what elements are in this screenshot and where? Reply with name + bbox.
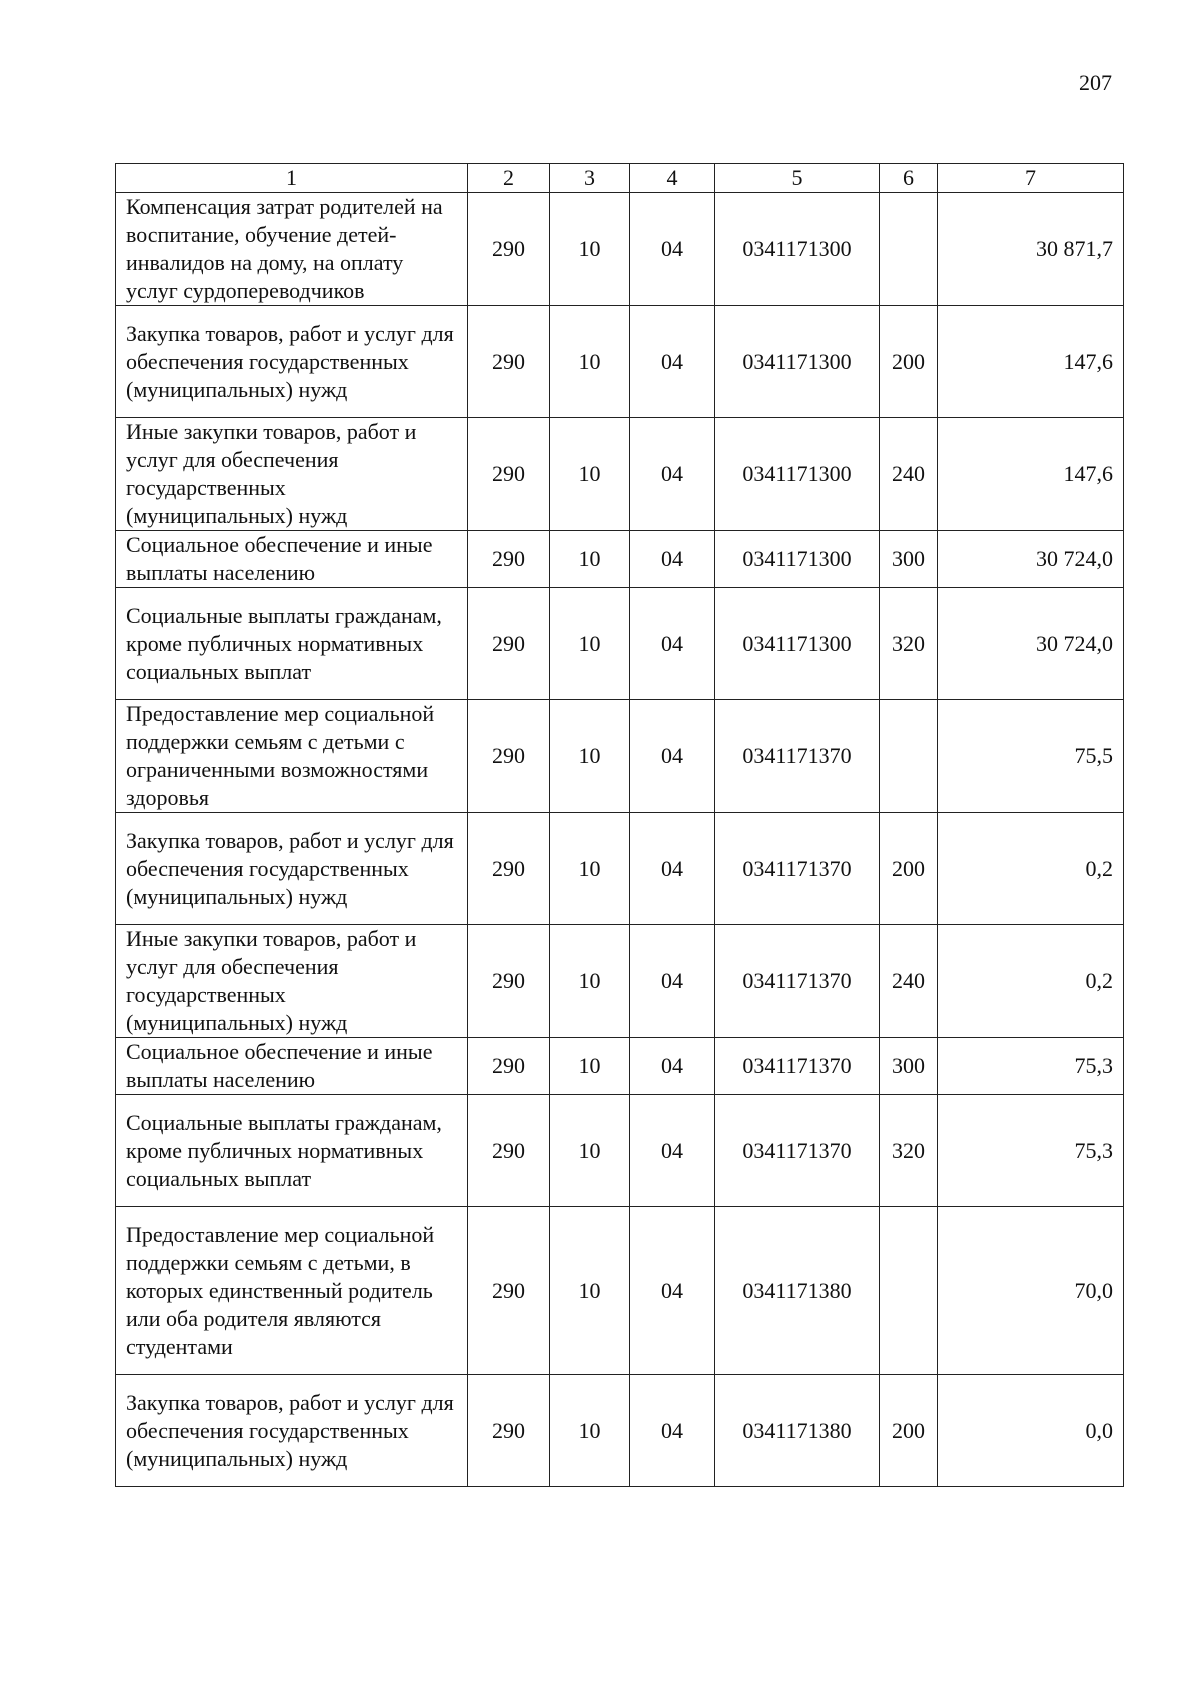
amount: 0,2	[938, 813, 1124, 925]
expense-type-code: 300	[880, 1038, 938, 1095]
target-article-code: 0341171370	[715, 1038, 880, 1095]
item-name: Закупка товаров, работ и услуг для обеспечения государственных (муниципальных) нужд	[116, 1375, 468, 1487]
item-name: Социальные выплаты гражданам, кроме публичных нормативных социальных выплат	[116, 1095, 468, 1207]
ministry-code: 290	[468, 1095, 550, 1207]
item-name: Иные закупки товаров, работ и услуг для обеспечения государственных (муниципальных) нужд	[116, 925, 468, 1038]
section-code: 10	[550, 193, 630, 306]
amount: 75,3	[938, 1095, 1124, 1207]
table-row	[116, 1038, 1124, 1095]
section-code: 10	[550, 588, 630, 700]
expense-type-code: 240	[880, 418, 938, 531]
table-row	[116, 306, 1124, 418]
target-article-code: 0341171370	[715, 925, 880, 1038]
item-name: Социальное обеспечение и иные выплаты населению	[116, 1038, 468, 1095]
amount: 30 724,0	[938, 531, 1124, 588]
target-article-code: 0341171370	[715, 1095, 880, 1207]
subsection-code: 04	[630, 588, 715, 700]
column-header: 3	[550, 164, 630, 193]
expense-type-code: 200	[880, 1375, 938, 1487]
subsection-code: 04	[630, 418, 715, 531]
item-name: Предоставление мер социальной поддержки семьям с детьми с ограниченными возможностями здоровья	[116, 700, 468, 813]
target-article-code: 0341171300	[715, 531, 880, 588]
subsection-code: 04	[630, 925, 715, 1038]
section-code: 10	[550, 1095, 630, 1207]
amount: 75,3	[938, 1038, 1124, 1095]
section-code: 10	[550, 700, 630, 813]
amount: 0,0	[938, 1375, 1124, 1487]
expense-type-code: 300	[880, 531, 938, 588]
table-row	[116, 1207, 1124, 1375]
section-code: 10	[550, 1375, 630, 1487]
ministry-code: 290	[468, 925, 550, 1038]
ministry-code: 290	[468, 306, 550, 418]
item-name: Иные закупки товаров, работ и услуг для обеспечения государственных (муниципальных) нужд	[116, 418, 468, 531]
column-header: 6	[880, 164, 938, 193]
amount: 30 724,0	[938, 588, 1124, 700]
amount: 147,6	[938, 418, 1124, 531]
subsection-code: 04	[630, 700, 715, 813]
section-code: 10	[550, 925, 630, 1038]
column-header: 4	[630, 164, 715, 193]
target-article-code: 0341171300	[715, 588, 880, 700]
ministry-code: 290	[468, 1375, 550, 1487]
table-row	[116, 1095, 1124, 1207]
subsection-code: 04	[630, 193, 715, 306]
item-name: Социальные выплаты гражданам, кроме публичных нормативных социальных выплат	[116, 588, 468, 700]
item-name: Предоставление мер социальной поддержки семьям с детьми, в которых единственный родитель или оба родителя являются студентами	[116, 1207, 468, 1375]
ministry-code: 290	[468, 418, 550, 531]
item-name: Социальное обеспечение и иные выплаты населению	[116, 531, 468, 588]
table-row	[116, 588, 1124, 700]
amount: 70,0	[938, 1207, 1124, 1375]
amount: 75,5	[938, 700, 1124, 813]
amount: 0,2	[938, 925, 1124, 1038]
subsection-code: 04	[630, 306, 715, 418]
ministry-code: 290	[468, 1038, 550, 1095]
expense-type-code: 240	[880, 925, 938, 1038]
ministry-code: 290	[468, 813, 550, 925]
section-code: 10	[550, 531, 630, 588]
table-row	[116, 925, 1124, 1038]
column-header: 5	[715, 164, 880, 193]
expense-type-code	[880, 193, 938, 306]
amount: 147,6	[938, 306, 1124, 418]
target-article-code: 0341171300	[715, 418, 880, 531]
expense-type-code: 320	[880, 1095, 938, 1207]
expense-type-code: 320	[880, 588, 938, 700]
expense-type-code: 200	[880, 813, 938, 925]
section-code: 10	[550, 813, 630, 925]
table-row	[116, 700, 1124, 813]
subsection-code: 04	[630, 1038, 715, 1095]
ministry-code: 290	[468, 588, 550, 700]
ministry-code: 290	[468, 193, 550, 306]
page-number: 207	[1079, 70, 1112, 95]
target-article-code: 0341171370	[715, 700, 880, 813]
expense-type-code	[880, 700, 938, 813]
table-row	[116, 813, 1124, 925]
table-row	[116, 1375, 1124, 1487]
column-header: 1	[116, 164, 468, 193]
budget-table	[115, 163, 1124, 1487]
section-code: 10	[550, 418, 630, 531]
target-article-code: 0341171300	[715, 306, 880, 418]
amount: 30 871,7	[938, 193, 1124, 306]
table-row	[116, 418, 1124, 531]
ministry-code: 290	[468, 700, 550, 813]
target-article-code: 0341171380	[715, 1207, 880, 1375]
column-header: 2	[468, 164, 550, 193]
table-row	[116, 193, 1124, 306]
subsection-code: 04	[630, 1375, 715, 1487]
table-row	[116, 531, 1124, 588]
header-row	[116, 164, 1124, 193]
item-name: Закупка товаров, работ и услуг для обеспечения государственных (муниципальных) нужд	[116, 306, 468, 418]
section-code: 10	[550, 1207, 630, 1375]
subsection-code: 04	[630, 1207, 715, 1375]
target-article-code: 0341171300	[715, 193, 880, 306]
expense-type-code	[880, 1207, 938, 1375]
subsection-code: 04	[630, 531, 715, 588]
target-article-code: 0341171370	[715, 813, 880, 925]
ministry-code: 290	[468, 1207, 550, 1375]
expense-type-code: 200	[880, 306, 938, 418]
subsection-code: 04	[630, 1095, 715, 1207]
item-name: Компенсация затрат родителей на воспитание, обучение детей-инвалидов на дому, на оплату услуг сурдопереводчиков	[116, 193, 468, 306]
target-article-code: 0341171380	[715, 1375, 880, 1487]
ministry-code: 290	[468, 531, 550, 588]
item-name: Закупка товаров, работ и услуг для обеспечения государственных (муниципальных) нужд	[116, 813, 468, 925]
column-header: 7	[938, 164, 1124, 193]
subsection-code: 04	[630, 813, 715, 925]
section-code: 10	[550, 306, 630, 418]
section-code: 10	[550, 1038, 630, 1095]
